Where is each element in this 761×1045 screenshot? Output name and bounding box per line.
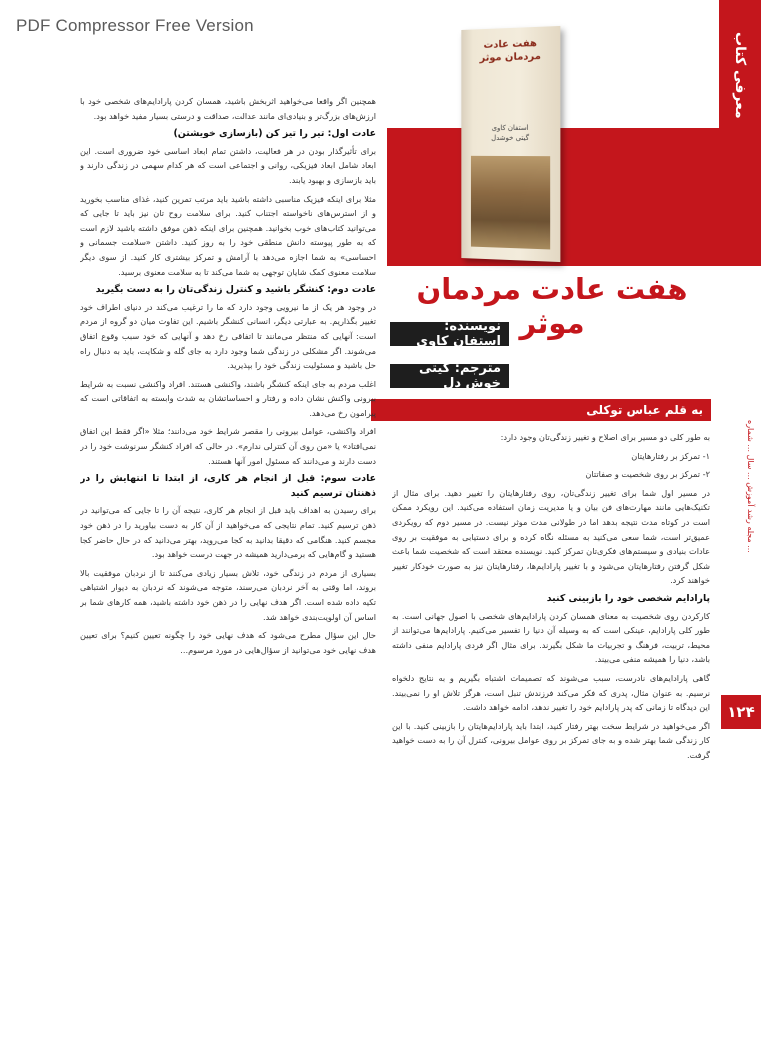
paragraph: در وجود هر یک از ما نیرویی وجود دارد که ما را ترغیب می‌کند در دنیای اطراف خود تغییر بگذاریم. به عبارتی دیگر، انسانی کنشگر باشیم. این تفاوت میان دو گروه از مردم است: آنهایی که منتظر می‌مانند تا اتفاقی رخ دهد و آنهایی که خود سبب وقوع اتفاق می‌شوند. اگر مشکلی در زندگی شما وجود دارد به جای گله و شکایت، باید به دنبال راه حل باشید و مسئولیت زندگی خود را بپذیرید. [80, 301, 376, 371]
paragraph: افراد واکنشی، عوامل بیرونی را مقصر شرایط خود می‌دانند؛ مثلا «اگر فقط این اتفاق نمی‌افتاد» یا «من روی آن کنترلی ندارم». در حالی که افراد کنشگر سرنوشت خود را در دست دارند و می‌دانند که مسئول امور آنها هستند. [80, 426, 376, 466]
book-cover-translator: گیتی خوشدل [491, 133, 530, 142]
paragraph: اگر می‌خواهید در شرایط سخت بهتر رفتار کنید، ابتدا باید پارادایم‌هایتان را بازبینی کنید. با این کار زندگی شما بهتر شده و به جای تمرکز بر روی عوامل بیرونی، کنترل آن را به دست خواهید گرفت. [392, 720, 710, 760]
paragraph: کارکردن روی شخصیت به معنای همسان کردن پارادایم‌های شخصی با اصول جهانی است. به طور کلی پارادایم، عینکی است که به وسیله آن دنیا را تفسیر می‌کنیم. پارادایم‌ها می‌توانند از محیط، تربیت، فرهنگ و تجربیات ما شکل بگیرند. برای مثال اگر فردی پارادایم منفی داشته باشد، دنیا را همیشه منفی می‌بیند. [392, 610, 710, 665]
article-byline: به قلم عباس توکلی [371, 399, 711, 421]
paragraph: بسیاری از مردم در زندگی خود، تلاش بسیار زیادی می‌کنند تا از نردبان موفقیت بالا بروند، اما وقتی به آخر نردبان می‌رسند، متوجه می‌شوند که نردبان به دیوار اشتباهی تکیه داده شده است. اگر هدف نهایی را در ذهن خود داشته باشید، همه کارهای شما بر اساس آن اولویت‌بندی خواهد شد. [80, 567, 376, 622]
article-title: هفت عادت مردمان موثر [416, 272, 688, 340]
section-tab-label: معرفی کتاب [732, 31, 748, 119]
author-label: نویسنده: استفان کاوی [390, 322, 509, 346]
title-banner [387, 128, 761, 266]
paragraph: در مسیر اول شما برای تغییر زندگی‌تان، روی رفتارهایتان را تغییر دهید. برای مثال از تکنیک‌هایی مانند مهارت‌های فن بیان و یا مدیریت زمان استفاده می‌کنید. این رویکرد ممکن است در کوتاه مدت نتیجه بدهد اما در طولانی مدت موثر نیست. در مسیر دوم که رویکردی عمیق‌تر است، شما سعی می‌کنید به مسئله نگاه کرده و برای دستیابی به موفقیت بر روی عادات بنیادی و سیستم‌های فکری‌تان تمرکز کنید. نویسنده معتقد است که شخصیت شما باعث شکل گرفتن رفتارهایتان می‌شود و با تغییر پارادایم‌ها، رفتارهایتان نیز به صورت خودکار تغییر خواهند کرد. [392, 487, 710, 586]
paragraph: ۲- تمرکز بر روی شخصیت و صفاتتان [585, 469, 710, 480]
left-text-column [80, 94, 376, 944]
paragraph: گاهی پارادایم‌های نادرست، سبب می‌شوند که تصمیمات اشتباه بگیریم و به نتایج دلخواه نرسیم. به عنوان مثال، پدری که فکر می‌کند فرزندش تنبل است، هرگز تلاش او را نمی‌بیند. این دیدگاه تا زمانی که پدر پارادایم خود را تغییر ندهد، ادامه خواهد داشت. [392, 672, 710, 713]
section-heading: عادت سوم: قبل از انجام هر کاری، از ابتدا تا انتهایش را در ذهنتان ترسیم کنید [80, 473, 376, 499]
page-number: ۱۲۴ [721, 695, 761, 729]
book-cover-credits [469, 124, 552, 144]
paragraph: اغلب مردم به جای اینکه کنشگر باشند، واکنشی هستند. افراد واکنشی نسبت به شرایط بیرونی واکنش نشان داده و رفتار و احساساتشان به شدت وابسته به اتفاقاتی است که پیرامون رخ می‌دهد. [80, 378, 376, 418]
paragraph: به طور کلی دو مسیر برای اصلاح و تغییر زندگی‌تان وجود دارد: [500, 432, 710, 442]
translator-label: مترجم: گیتی خوش دل [390, 364, 509, 388]
paragraph: همچنین اگر واقعا می‌خواهید اثربخش باشید، همسان کردن پارادایم‌های شخصی خود با ارزش‌های بزرگ‌تر و بنیادی‌ای مانند عدالت، صداقت و درستی بسیار مفید خواهد بود. [80, 96, 376, 121]
paragraph: مثلا برای اینکه فیزیک مناسبی داشته باشید باید مرتب تمرین کنید، غذای مناسب بخورید و از استرس‌های ناخواسته اجتناب کنید. برای سلامت روح تان نیز باید تا جایی که می‌توانید کتاب‌های خوب بخوانید. همچنین برای اینکه ذهن موفق داشته باشید لازم است که به طور پیوسته دانش منطقی خود را به روز کنید. داشتن «سلامت جسمانی و احساسی» به شما اجازه می‌دهد با آرامش و تمرکز بیشتری کار کنید. از سوی دیگر سلامت معنوی کمک شایان توجهی به شما می‌کند تا به سلامت معنوی برسید. [80, 193, 376, 277]
section-heading: پارادایم شخصی خود را بازبینی کنید [546, 592, 710, 604]
book-cover-author: استفان کاوی [491, 123, 529, 133]
book-cover-image [461, 26, 560, 262]
book-cover-title: هفت عادت مردمان موثر [479, 38, 542, 64]
paragraph: ۱- تمرکز بر رفتارهایتان [631, 450, 710, 461]
paragraph: حال این سؤال مطرح می‌شود که هدف نهایی خود را چگونه تعیین کنیم؟ برای تعیین هدف نهایی خود می‌توانید از سؤال‌هایی در مورد مرسوم... [80, 630, 376, 655]
paragraph: برای رسیدن به اهداف باید قبل از انجام هر کاری، نتیجه آن را تا جایی که می‌توانید در ذهن ترسیم کنید. تمام نتایجی که می‌خواهید از آن کار به دست بیاورید را در ذهن خود مجسم کنید. هنگامی که دقیقا بدانید به کجا می‌روید، بهتر می‌دانید که در حال حاضر کجا هستید و گام‌هایی که برمی‌دارید همیشه در جهت درست خواهد بود. [80, 505, 376, 560]
section-heading: عادت اول: تیر را تیز کن (بازسازی خویشتن) [173, 128, 376, 140]
section-heading: عادت دوم: کنشگر باشید و کنترل زندگی‌تان را به دست بگیرید [95, 284, 376, 296]
journal-info: مجله رشد آموزش ... سال ... شماره ... [746, 420, 755, 553]
pdf-watermark: PDF Compressor Free Version [16, 16, 254, 35]
book-cover-illustration [471, 156, 550, 250]
paragraph: برای تأثیرگذار بودن در هر فعالیت، داشتن تمام ابعاد اساسی خود ضروری است. این ابعاد شامل ابعاد فیزیکی، روانی و اجتماعی است که هر کدام سهمی در زندگی دارند و باید بازسازی و بهبود یابند. [80, 145, 376, 185]
right-text-column [392, 430, 710, 940]
